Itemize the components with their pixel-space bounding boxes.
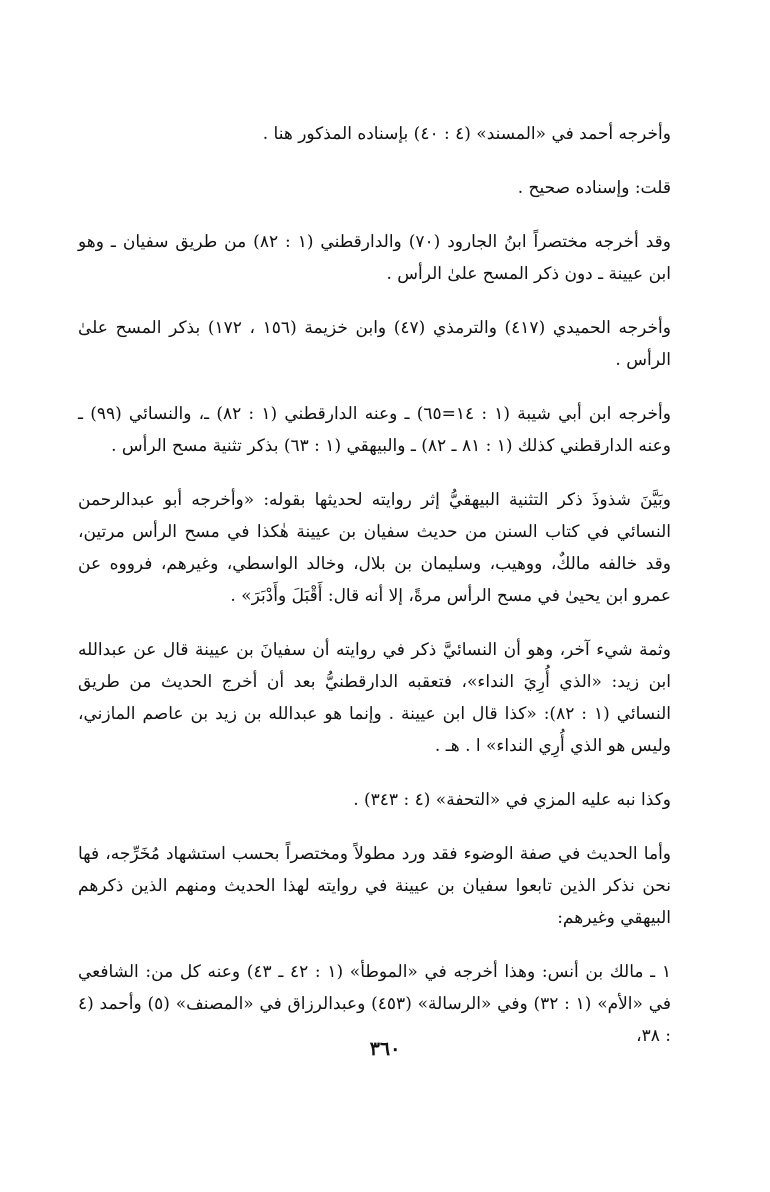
paragraph-malik: ١ ـ مالك بن أنس: وهذا أخرجه في «الموطأ» (١ : ٤٢ ـ ٤٣) وعنه كل من: الشافعي في «الأم» (١ : ٣٢) وفي «الرسالة» (٤٥٣) وعبدالرزاق في «المصنف» (٥) وأحمد (٤ : ٣٨، [78, 962, 672, 1046]
paragraph-isnad-sahih: قلت: وإسناده صحيح . [517, 178, 671, 198]
paragraph-hadith-wudu: وأما الحديث في صفة الوضوء فقد ورد مطولاً ومختصراً بحسب استشهاد مُخَرِّجه، فها نحن نذكر الذين تابعوا سفيان بن عيينة في روايته لهذا الحديث ومنهم الذين ذكرهم البيهقي وغيرهم: [78, 844, 671, 928]
paragraph-ibn-abi-shayba: وأخرجه ابن أبي شيبة (١ : ١٤=٦٥) ـ وعنه الدارقطني (١ : ٨٢) ـ، والنسائي (٩٩) ـ وعنه الدارقطني كذلك (١ : ٨١ ـ ٨٢) ـ والبيهقي (١ : ٦٣) بذكر تثنية مسح الرأس . [78, 404, 671, 456]
paragraph-ibn-al-jarud: وقد أخرجه مختصراً ابنُ الجارود (٧٠) والدارقطني (١ : ٨٢) من طريق سفيان ـ وهو ابن عيينة ـ دون ذكر المسح علىٰ الرأس . [78, 232, 671, 284]
paragraph-mizzi: وكذا نبه عليه المزي في «التحفة» (٤ : ٣٤٣) . [353, 790, 671, 810]
paragraph-nasai-note: وثمة شيء آخر، وهو أن النسائيَّ ذكر في روايته أن سفيانَ بن عيينة قال عن عبدالله ابن زيد: «الذي أُرِيَ النداء»، فتعقبه الدارقطنيُّ بعد أن أخرج الحديث من طريق النسائي (١ : ٨٢): «كذا قال ابن عيينة . وإنما هو عبدالله بن زيد بن عاصم المازني، وليس هو الذي أُرِي النداء» ا . هـ . [78, 640, 671, 756]
paragraph-bayhaqi-tathniya: وبَيَّنَ شذوذَ ذكر التثنية البيهقيُّ إثر روايته لحديثها بقوله: «وأخرجه أبو عبدالرحمن النسائي في كتاب السنن من حديث سفيان بن عيينة هٰكذا في مسح الرأس مرتين، وقد خالفه مالكٌ، ووهيب، وسليمان بن بلال، وخالد الواسطي، وغيرهم، فرووه عن عمرو ابن يحيىٰ في مسح الرأس مرةً، إلا أنه قال: أَقْبَلَ وأَدْبَرَ» . [78, 490, 671, 606]
paragraph-ahmad-musnad: وأخرجه أحمد في «المسند» (٤ : ٤٠) بإسناده المذكور هنا . [262, 124, 671, 144]
page-number: ٣٦٠ [369, 1038, 401, 1060]
paragraph-humaydi: وأخرجه الحميدي (٤١٧) والترمذي (٤٧) وابن خزيمة (١٥٦ ، ١٧٢) بذكر المسح علىٰ الرأس . [78, 318, 671, 370]
page-body [78, 118, 671, 1074]
